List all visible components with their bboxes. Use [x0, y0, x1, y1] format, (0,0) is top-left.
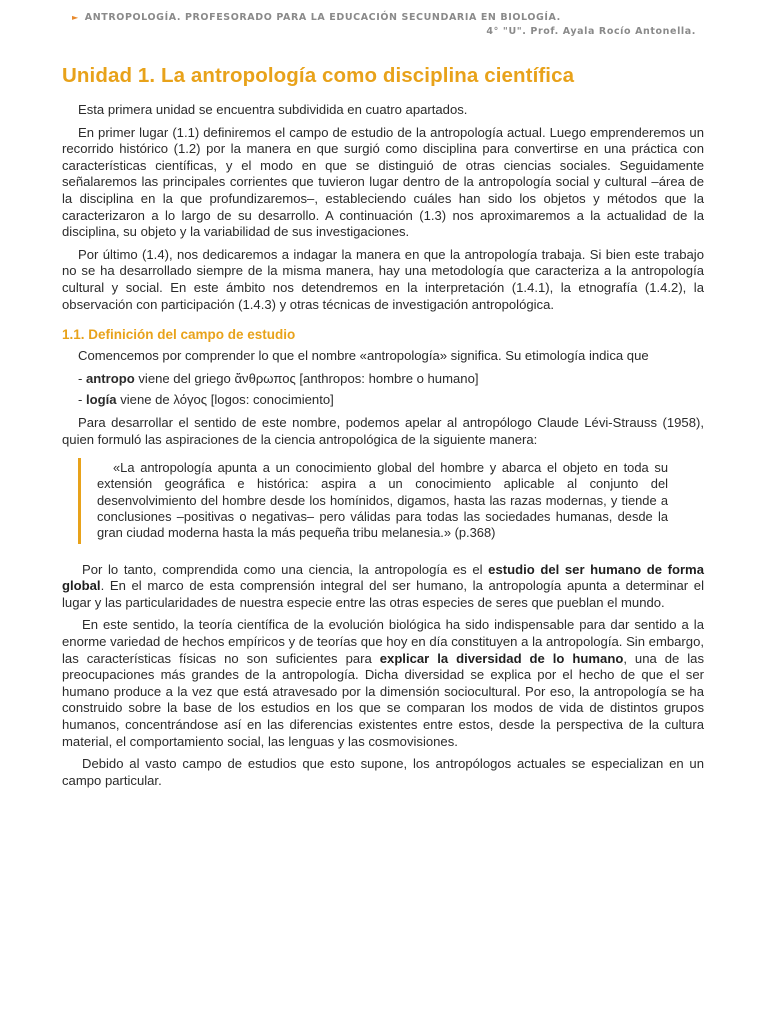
text-run: En este sentido, la teoría científica de la evolución biológica ha sido indispensable para dar sentido a la enorme variedad de hechos empíricos y de teorías que hoy en día constituyen a la antropología. Sin embargo, las características físicas no son suficientes para	[62, 617, 704, 666]
section-paragraph-2: Para desarrollar el sentido de este nombre, podemos apelar al antropólogo Claude Lévi-Strauss (1958), quien formuló las aspiraciones de la ciencia antropológica de la siguiente manera:	[62, 414, 704, 447]
etymology-item: - logía viene de λόγος [logos: conocimiento]	[78, 392, 334, 408]
body-paragraph-1	[62, 562, 704, 612]
etymology-term: logía	[86, 392, 117, 408]
intro-paragraph-3: Por último (1.4), nos dedicaremos a indagar la manera en que la antropología trabaja. Si bien este trabajo no se ha desarrollado siempre de la misma manera, hay una metodología que caracteriza a la antropología cultural y social. En este ámbito nos detendremos en la interpretación (1.4.1), la etnografía (1.4.2), la observación con participación (1.4.3) y otras técnicas de investigación antropológica.	[62, 246, 704, 312]
emphasis-text: explicar la diversidad de lo humano	[379, 650, 624, 666]
document-body	[62, 64, 704, 795]
intro-paragraph-2: En primer lugar (1.1) definiremos el campo de estudio de la antropología actual. Luego emprenderemos un recorrido histórico (1.2) por la manera en que surgió como disciplina para convertirse en una práctica con características científicas, y el modo en que se distinguió de otras ciencias sociales. Seguidamente señalaremos las principales corrientes que tuvieron lugar dentro de la antropología social y cultural –área de la disciplina en la que profundizaremos–, estableciendo cuáles han sido los objetos y métodos que la caracterizaron a lo largo de su desarrollo. A continuación (1.3) nos aproximaremos a la actualidad de la disciplina, su objeto y la variabilidad de sus investigaciones.	[62, 124, 704, 240]
header-line-1	[72, 12, 696, 23]
text-run: , una de las preocupaciones más grandes de la antropología. Dicha diversidad se explica por el hecho de que el ser humano produce a la vez que está atravesado por la dimensión sociocultural. Por eso, la antropología se ha construido sobre la base de los estudios en los que se comparan los modos de vida de distintos grupos humanos, concentrándose así en las diferencias existentes entre estos, desde la perspectiva de la cultura material, el comportamiento social, las lenguas y las cosmovisiones.	[62, 650, 705, 749]
section-paragraph-1: Comencemos por comprender lo que el nombre «antropología» significa. Su etimología indica que	[78, 348, 649, 364]
unit-title: Unidad 1. La antropología como disciplina científica	[62, 64, 575, 87]
quote-text: «La antropología apunta a un conocimiento global del hombre y abarca el objeto en toda su extensión geográfica e histórica: aspira a un conocimiento aplicable al conjunto del desenvolvimiento del hombre desde los homínidos, digamos, hasta las razas modernas, y tiende a conclusiones –positivas o negativas– pero válidas para todas las sociedades humanas, desde la gran ciudad moderna hasta la más pequeña tribu melanesia.» (p.368)	[97, 460, 668, 541]
body-section-2	[62, 562, 704, 790]
header-course: ANTROPOLOGÍA. PROFESORADO PARA LA EDUCACIÓN SECUNDARIA EN BIOLOGÍA.	[84, 12, 561, 23]
etymology-list	[78, 371, 704, 409]
etymology-text: viene de λόγος [logos: conocimiento]	[116, 392, 334, 408]
etymology-text: viene del griego ἄνθρωπος [anthropos: hombre o humano]	[134, 370, 479, 386]
text-run: . En el marco de esta comprensión integral del ser humano, la antropología apunta a determinar el lugar y las particularidades de nuestra especie entre las otras especies de seres que pueblan el mundo.	[62, 578, 704, 610]
body-paragraph-2	[62, 617, 704, 750]
text-run: Por lo tanto, comprendida como una ciencia, la antropología es el	[82, 561, 489, 577]
page-header	[72, 12, 696, 37]
etymology-item: - antropo viene del griego ἄνθρωπος [anthropos: hombre o humano]	[78, 370, 479, 386]
emphasis-text: estudio del ser humano de forma global	[62, 561, 704, 594]
header-line-2: 4° "U". Prof. Ayala Rocío Antonella.	[486, 26, 696, 37]
etymology-term: antropo	[86, 370, 135, 386]
bullet-marker-icon: ►	[72, 13, 79, 22]
intro-paragraph-1: Esta primera unidad se encuentra subdividida en cuatro apartados.	[78, 102, 468, 117]
body-paragraph-3: Debido al vasto campo de estudios que esto supone, los antropólogos actuales se especializan en un campo particular.	[62, 756, 704, 788]
block-quote	[78, 458, 672, 543]
section-heading: 1.1. Definición del campo de estudio	[62, 327, 296, 343]
